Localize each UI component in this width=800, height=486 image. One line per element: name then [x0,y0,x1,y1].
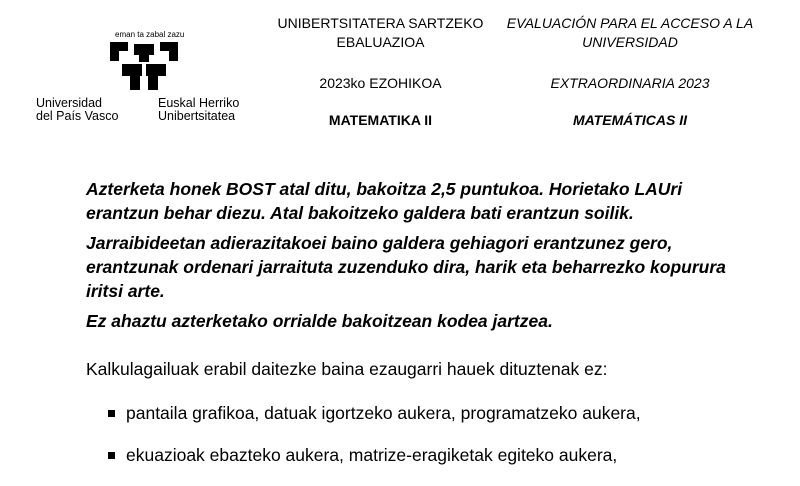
exam-subject-basque: MATEMATIKA II [328,112,433,128]
list-item-text: pantaila grafikoa, datuak igortzeko aukera, programatzeko aukera, [126,403,641,423]
university-logo [18,14,243,123]
exam-subject-spanish: MATEMÁTICAS II [572,112,688,128]
exam-session-basque: 2023ko EZOHIKOA [319,75,442,91]
square-bullet-icon [108,410,115,417]
university-motto: eman ta zabal zazu [115,30,185,39]
header-basque-column [268,14,493,128]
instruction-paragraph: Jarraibideetan adierazitakoei baino galdera gehiagori erantzunez gero, erantzunak ordenari jarraituta zuzenduko dira, harik eta beharrezko kopurura iritsi arte. [86,233,726,301]
university-name-basque-line1: Euskal Herriko [158,96,240,110]
instruction-paragraph: Ez ahaztu azterketako orrialde bakoitzean kodea jartzea. [86,311,553,331]
exam-instructions [86,177,726,339]
university-name-spanish-line2: del País Vasco [36,109,119,123]
list-item [104,444,641,466]
header-spanish-column [498,14,762,128]
exam-title-spanish-line1: EVALUACIÓN PARA EL ACCESO A LA [506,15,754,31]
university-name-basque-line2: Unibertsitatea [158,109,236,123]
calculator-intro: Kalkulagailuak erabil daitezke baina ezaugarri hauek dituztenak ez: [86,359,608,379]
list-item-text: ekuazioak ebazteko aukera, matrize-eragiketak egiteko aukera, [126,445,618,465]
university-name-spanish [36,97,118,123]
university-name-basque [158,97,239,123]
instruction-paragraph: Azterketa honek BOST atal ditu, bakoitza 2,5 puntukoa. Horietako LAUri erantzun behar diezu. Atal bakoitzeko galdera bati erantzun soilik. [86,179,683,223]
calculator-restrictions-list [104,402,641,486]
square-bullet-icon [108,452,115,459]
exam-title-spanish-line2: UNIVERSIDAD [582,34,678,50]
exam-session-spanish: EXTRAORDINARIA 2023 [550,75,710,91]
exam-title-basque-line2: EBALUAZIOA [336,34,425,50]
list-item [104,402,641,424]
university-emblem-icon [108,42,180,92]
university-name-spanish-line1: Universidad [36,96,103,110]
exam-title-basque-line1: UNIBERTSITATERA SARTZEKO [277,15,484,31]
